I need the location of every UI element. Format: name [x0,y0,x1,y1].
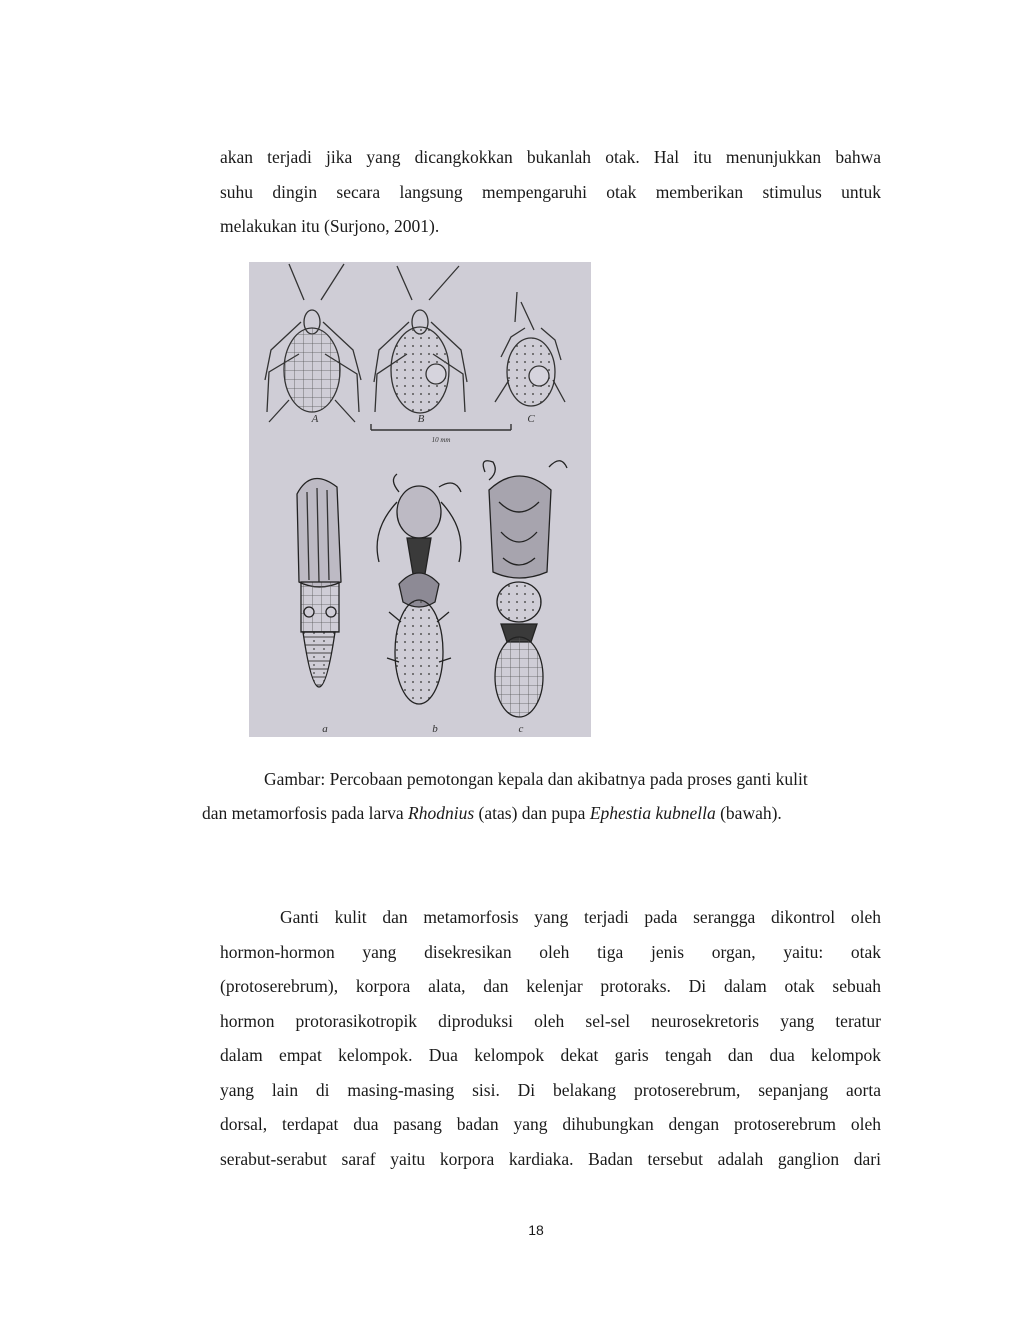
caption-text: (bawah). [715,803,782,823]
text-line: dalam empat kelompok. Dua kelompok dekat garis tengah dan dua kelompok [220,1045,881,1065]
caption-line [202,796,882,830]
page-number: 18 [528,1222,544,1238]
text-line: akan terjadi jika yang dicangkokkan bukanlah otak. Hal itu menunjukkan bahwa [220,147,881,167]
text-line: melakukan itu (Surjono, 2001). [220,216,440,236]
rhodnius-larva-c [495,292,565,406]
ephestia-pupa-b [377,474,461,704]
paragraph-top [220,140,881,244]
figure-label: b [432,723,438,735]
caption-text: (atas) dan pupa [474,803,590,823]
ephestia-pupa-a [297,478,341,687]
caption-line: Gambar: Percobaan pemotongan kepala dan akibatnya pada proses ganti kulit [264,769,808,789]
ephestia-pupa-c [483,461,567,717]
species-name: Ephestia kubnella [589,803,716,823]
text-line: suhu dingin secara langsung mempengaruhi otak memberikan stimulus untuk [220,181,881,202]
figure-label: c [518,723,524,735]
text-line: hormon protorasikotropik diproduksi oleh sel-sel neurosekretoris yang teratur [220,1010,881,1031]
figure-label: a [322,723,328,735]
figure-caption [202,762,882,830]
rhodnius-larva-b [374,266,467,413]
text-line: yang lain di masing-masing sisi. Di belakang protoserebrum, sepanjang aorta [220,1079,881,1100]
insect-illustration [249,262,591,737]
caption-text: dan metamorfosis pada larva [202,803,409,823]
rhodnius-larva-a [265,264,361,422]
figure-label: C [527,413,535,425]
figure-label: B [417,413,425,425]
species-name: Rhodnius [408,803,475,823]
text-line: Ganti kulit dan metamorfosis yang terjadi pada serangga dikontrol oleh [280,907,881,927]
text-line: hormon-hormon yang disekresikan oleh tiga jenis organ, yaitu: otak [220,941,881,962]
insect-figure [249,262,591,737]
figure-label: A [311,413,319,425]
scale-label: 10 mm [431,436,451,444]
text-line: serabut-serabut saraf yaitu korpora kardiaka. Badan tersebut adalah ganglion dari [220,1148,881,1169]
text-line: (protoserebrum), korpora alata, dan kelenjar protoraks. Di dalam otak sebuah [220,976,881,996]
text-line: dorsal, terdapat dua pasang badan yang dihubungkan dengan protoserebrum oleh [220,1114,881,1134]
paragraph-bottom [220,900,881,1176]
